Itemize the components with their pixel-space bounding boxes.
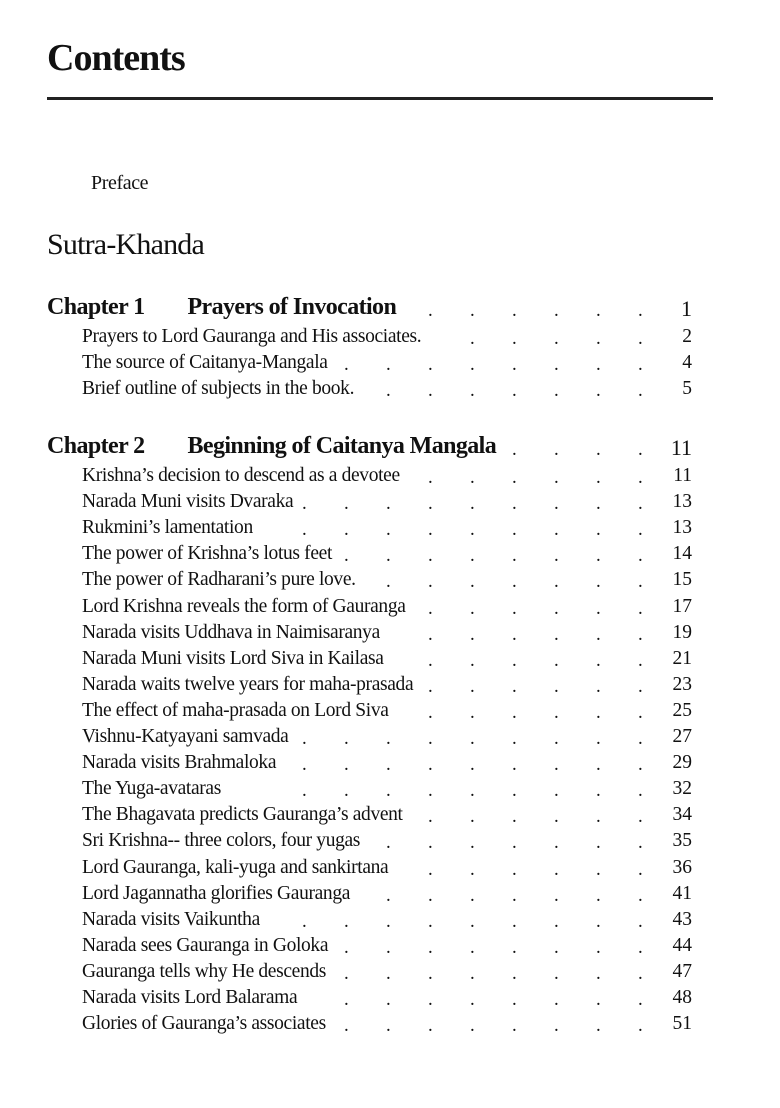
dot-leader: .: [512, 754, 517, 776]
toc-entry[interactable]: [0, 326, 780, 352]
dot-leader: .: [596, 806, 601, 828]
entry-title: Glories of Gauranga’s associates: [82, 1013, 326, 1035]
dot-leader: .: [596, 1015, 601, 1037]
dot-leader: .: [428, 754, 433, 776]
dot-leader: .: [344, 910, 349, 932]
dot-leader: .: [596, 623, 601, 645]
dot-leader: .: [428, 780, 433, 802]
dot-leader: .: [428, 519, 433, 541]
page-number: 51: [672, 1013, 692, 1035]
dot-leader: .: [554, 328, 559, 349]
dot-leader: .: [428, 467, 433, 488]
dot-leader: .: [428, 936, 433, 958]
dot-leader: .: [344, 354, 349, 376]
dot-leader: .: [638, 701, 643, 723]
dot-leader: .: [428, 354, 433, 376]
chapter-title: [47, 294, 396, 321]
dot-leader: .: [638, 354, 643, 376]
dot-leader: .: [638, 467, 643, 488]
entry-title: Narada sees Gauranga in Goloka: [82, 934, 329, 956]
dot-leader: .: [470, 354, 475, 376]
dot-leader: .: [470, 962, 475, 984]
dot-leader: .: [596, 545, 601, 567]
dot-leader: .: [638, 754, 643, 776]
dot-leader: .: [344, 780, 349, 802]
dot-leader: .: [638, 519, 643, 541]
dot-leader: .: [428, 701, 433, 723]
dot-leader: .: [386, 545, 391, 567]
dot-leader: .: [386, 519, 391, 541]
dot-leader: .: [344, 728, 349, 749]
dot-leader: .: [386, 354, 391, 376]
toc-entry[interactable]: [0, 596, 780, 622]
dot-leader: .: [554, 439, 559, 460]
entry-title: Gauranga tells why He descends: [82, 960, 327, 982]
dot-leader: .: [386, 780, 391, 802]
dot-leader: .: [638, 623, 643, 645]
dot-leader: .: [596, 962, 601, 984]
dot-leader: .: [428, 806, 433, 828]
dot-leader: .: [554, 806, 559, 828]
dot-leader: .: [512, 701, 517, 723]
dot-leader: .: [428, 623, 433, 645]
dot-leader: .: [554, 467, 559, 488]
dot-leader: .: [470, 380, 475, 402]
dot-leader: .: [470, 571, 475, 593]
dot-leader: .: [386, 989, 391, 1010]
page-number: 5: [682, 378, 692, 400]
entry-title: Narada Muni visits Lord Siva in Kailasa: [82, 647, 384, 669]
dot-leader: .: [554, 832, 559, 854]
dot-leader: .: [470, 728, 475, 749]
dot-leader: .: [470, 754, 475, 776]
page-number: 41: [672, 882, 692, 904]
dot-leader: .: [470, 806, 475, 828]
dot-leader: .: [470, 1015, 475, 1037]
toc-entry[interactable]: [0, 352, 780, 378]
dot-leader: .: [386, 884, 391, 906]
dot-leader: .: [344, 545, 349, 567]
dot-leader: .: [386, 728, 391, 749]
toc-entry[interactable]: [0, 465, 780, 491]
dot-leader: .: [596, 675, 601, 697]
dot-leader: .: [512, 910, 517, 932]
dot-leader: .: [638, 545, 643, 567]
toc-entry[interactable]: [0, 674, 780, 700]
dot-leader: .: [554, 571, 559, 593]
dot-leader: .: [554, 962, 559, 984]
dot-leader: .: [386, 936, 391, 958]
dot-leader: .: [596, 380, 601, 402]
dot-leader: .: [638, 910, 643, 932]
dot-leader: .: [344, 989, 349, 1010]
dot-leader: .: [512, 545, 517, 567]
entry-title: The power of Krishna’s lotus feet: [82, 543, 333, 565]
page-number: 35: [672, 830, 692, 852]
dot-leader: .: [638, 884, 643, 906]
page-number: 25: [672, 699, 692, 721]
toc-entry[interactable]: [0, 517, 780, 543]
dot-leader: .: [638, 989, 643, 1010]
dot-leader: .: [512, 571, 517, 593]
dot-leader: .: [554, 780, 559, 802]
dot-leader: .: [470, 467, 475, 488]
dot-leader: .: [512, 832, 517, 854]
dot-leader: .: [470, 858, 475, 880]
dot-leader: .: [344, 936, 349, 958]
toc-entry[interactable]: [0, 830, 780, 856]
entry-title: Narada visits Brahmaloka: [82, 752, 277, 774]
dot-leader: .: [554, 623, 559, 645]
dot-leader: .: [386, 1015, 391, 1037]
dot-leader: .: [470, 493, 475, 515]
dot-leader: .: [386, 571, 391, 593]
dot-leader: .: [512, 519, 517, 541]
page-title: Contents: [47, 37, 185, 79]
entry-title: Prayers to Lord Gauranga and His associates.: [82, 326, 422, 347]
dot-leader: .: [596, 597, 601, 619]
dot-leader: .: [554, 380, 559, 402]
dot-leader: .: [428, 832, 433, 854]
chapter-label: Chapter 1: [47, 294, 145, 320]
chapter-heading[interactable]: [0, 433, 780, 463]
dot-leader: .: [638, 806, 643, 828]
toc-entry[interactable]: [0, 1013, 780, 1039]
dot-leader: .: [428, 380, 433, 402]
chapter-title: [47, 433, 496, 460]
dot-leader: .: [512, 439, 517, 460]
entry-title: Narada visits Uddhava in Naimisaranya: [82, 621, 380, 643]
page-number: 43: [672, 908, 692, 930]
toc-entry[interactable]: [0, 648, 780, 674]
page-number: 1: [681, 296, 692, 321]
dot-leader: .: [554, 354, 559, 376]
dot-leader: .: [344, 493, 349, 515]
section-heading: Sutra-Khanda: [47, 228, 205, 261]
dot-leader: .: [470, 519, 475, 541]
dot-leader: .: [470, 832, 475, 854]
page-number: 21: [672, 647, 692, 669]
entry-title: Lord Jagannatha glorifies Gauranga: [82, 882, 351, 904]
toc-entry[interactable]: [0, 909, 780, 935]
chapter-name: Prayers of Invocation: [187, 294, 397, 320]
dot-leader: .: [470, 623, 475, 645]
toc-entry[interactable]: [0, 804, 780, 830]
dot-leader: .: [428, 728, 433, 749]
dot-leader: .: [554, 545, 559, 567]
dot-leader: .: [554, 884, 559, 906]
dot-leader: .: [554, 910, 559, 932]
dot-leader: .: [596, 354, 601, 376]
page-number: 11: [670, 435, 692, 460]
dot-leader: .: [554, 936, 559, 958]
dot-leader: .: [386, 832, 391, 854]
dot-leader: .: [638, 571, 643, 593]
dot-leader: .: [512, 649, 517, 671]
dot-leader: .: [302, 780, 307, 802]
page-number: 2: [682, 326, 692, 347]
dot-leader: .: [554, 1015, 559, 1037]
dot-leader: .: [554, 754, 559, 776]
dot-leader: .: [470, 780, 475, 802]
dot-leader: .: [554, 649, 559, 671]
dot-leader: .: [512, 328, 517, 349]
dot-leader: .: [596, 884, 601, 906]
dot-leader: .: [470, 649, 475, 671]
dot-leader: .: [470, 597, 475, 619]
dot-leader: .: [386, 910, 391, 932]
dot-leader: .: [470, 701, 475, 723]
entry-title: Vishnu-Katyayani samvada: [82, 726, 289, 747]
toc-entry[interactable]: [0, 987, 780, 1013]
dot-leader: .: [512, 884, 517, 906]
toc-entry[interactable]: [0, 569, 780, 595]
dot-leader: .: [554, 493, 559, 515]
toc-entry[interactable]: [0, 622, 780, 648]
dot-leader: .: [512, 380, 517, 402]
toc-entry[interactable]: [0, 935, 780, 961]
page-number: 13: [672, 517, 692, 539]
toc-entry[interactable]: [0, 378, 780, 404]
dot-leader: .: [428, 989, 433, 1010]
chapter-name: Beginning of Caitanya Mangala: [187, 433, 497, 459]
dot-leader: .: [470, 936, 475, 958]
dot-leader: .: [428, 571, 433, 593]
dot-leader: .: [302, 728, 307, 749]
dot-leader: .: [554, 519, 559, 541]
dot-leader: .: [638, 728, 643, 749]
dot-leader: .: [638, 493, 643, 515]
dot-leader: .: [638, 858, 643, 880]
dot-leader: .: [596, 754, 601, 776]
dot-leader: .: [344, 962, 349, 984]
dot-leader: .: [386, 754, 391, 776]
dot-leader: .: [386, 493, 391, 515]
entry-title: The Yuga-avataras: [82, 778, 221, 800]
chapter-heading[interactable]: [0, 294, 780, 324]
toc-preface[interactable]: Preface: [91, 172, 149, 194]
entry-title: The Bhagavata predicts Gauranga’s advent: [82, 804, 403, 826]
page-number: 36: [672, 856, 692, 878]
dot-leader: .: [344, 1015, 349, 1037]
dot-leader: .: [638, 597, 643, 619]
dot-leader: .: [638, 832, 643, 854]
page-number: 14: [672, 543, 692, 565]
dot-leader: .: [596, 701, 601, 723]
dot-leader: .: [596, 989, 601, 1010]
dot-leader: .: [554, 675, 559, 697]
dot-leader: .: [638, 962, 643, 984]
dot-leader: .: [386, 380, 391, 402]
dot-leader: .: [302, 754, 307, 776]
dot-leader: .: [428, 493, 433, 515]
dot-leader: .: [512, 493, 517, 515]
dot-leader: .: [428, 884, 433, 906]
dot-leader: .: [638, 780, 643, 802]
toc-entry[interactable]: [0, 543, 780, 569]
dot-leader: .: [428, 675, 433, 697]
page-number: 19: [672, 621, 692, 643]
entry-title: Brief outline of subjects in the book.: [82, 378, 355, 400]
page-number: 29: [672, 752, 692, 774]
dot-leader: .: [470, 989, 475, 1010]
dot-leader: .: [554, 701, 559, 723]
toc-entry[interactable]: [0, 752, 780, 778]
dot-leader: .: [554, 300, 559, 321]
dot-leader: .: [638, 300, 643, 321]
dot-leader: .: [596, 493, 601, 515]
page-number: 47: [672, 960, 692, 982]
page-number: 34: [672, 804, 692, 826]
page-number: 4: [682, 352, 692, 374]
page-number: 15: [672, 569, 692, 591]
dot-leader: .: [638, 936, 643, 958]
entry-title: Lord Krishna reveals the form of Gauranga: [82, 595, 406, 617]
toc-entry[interactable]: [0, 961, 780, 987]
entry-title: Narada visits Vaikuntha: [82, 908, 260, 930]
dot-leader: .: [596, 910, 601, 932]
dot-leader: .: [554, 858, 559, 880]
toc-entry[interactable]: [0, 700, 780, 726]
dot-leader: .: [512, 300, 517, 321]
dot-leader: .: [512, 936, 517, 958]
toc-entry[interactable]: [0, 778, 780, 804]
dot-leader: .: [512, 806, 517, 828]
chapter-label: Chapter 2: [47, 433, 145, 459]
dot-leader: .: [512, 1015, 517, 1037]
entry-title: Narada waits twelve years for maha-prasada: [82, 673, 414, 695]
dot-leader: .: [512, 623, 517, 645]
entry-title: Krishna’s decision to descend as a devotee: [82, 465, 400, 486]
dot-leader: .: [470, 300, 475, 321]
dot-leader: .: [512, 728, 517, 749]
dot-leader: .: [344, 754, 349, 776]
dot-leader: .: [596, 728, 601, 749]
dot-leader: .: [302, 910, 307, 932]
dot-leader: .: [344, 519, 349, 541]
dot-leader: .: [596, 467, 601, 488]
dot-leader: .: [596, 439, 601, 460]
toc-entry[interactable]: [0, 857, 780, 883]
dot-leader: .: [638, 328, 643, 349]
dot-leader: .: [596, 649, 601, 671]
entry-title: Narada Muni visits Dvaraka: [82, 491, 294, 513]
dot-leader: .: [512, 858, 517, 880]
dot-leader: .: [512, 467, 517, 488]
dot-leader: .: [596, 780, 601, 802]
dot-leader: .: [428, 910, 433, 932]
page-number: 32: [672, 778, 692, 800]
dot-leader: .: [428, 858, 433, 880]
entry-title: Sri Krishna-- three colors, four yugas: [82, 830, 361, 852]
dot-leader: .: [386, 962, 391, 984]
dot-leader: .: [428, 545, 433, 567]
dot-leader: .: [428, 1015, 433, 1037]
title-rule: [47, 97, 713, 100]
dot-leader: .: [596, 328, 601, 349]
dot-leader: .: [428, 597, 433, 619]
dot-leader: .: [302, 493, 307, 515]
page-number: 23: [672, 673, 692, 695]
page-number: 11: [673, 465, 692, 486]
dot-leader: .: [470, 910, 475, 932]
dot-leader: .: [428, 962, 433, 984]
dot-leader: .: [638, 649, 643, 671]
entry-title: Rukmini’s lamentation: [82, 517, 253, 539]
dot-leader: .: [428, 300, 433, 321]
dot-leader: .: [638, 1015, 643, 1037]
dot-leader: .: [596, 519, 601, 541]
dot-leader: .: [596, 300, 601, 321]
dot-leader: .: [512, 962, 517, 984]
dot-leader: .: [596, 936, 601, 958]
entry-title: Narada visits Lord Balarama: [82, 987, 298, 1008]
page-number: 13: [672, 491, 692, 513]
dot-leader: .: [596, 858, 601, 880]
toc-entry[interactable]: [0, 491, 780, 517]
dot-leader: .: [470, 545, 475, 567]
toc-entry[interactable]: [0, 726, 780, 752]
dot-leader: .: [512, 675, 517, 697]
page-number: 48: [672, 987, 692, 1008]
dot-leader: .: [512, 354, 517, 376]
dot-leader: .: [470, 328, 475, 349]
dot-leader: .: [638, 380, 643, 402]
dot-leader: .: [638, 675, 643, 697]
dot-leader: .: [554, 597, 559, 619]
dot-leader: .: [554, 989, 559, 1010]
entry-title: The power of Radharani’s pure love.: [82, 569, 356, 591]
dot-leader: .: [554, 728, 559, 749]
dot-leader: .: [512, 597, 517, 619]
dot-leader: .: [470, 675, 475, 697]
toc-entry[interactable]: [0, 883, 780, 909]
dot-leader: .: [470, 884, 475, 906]
page-number: 17: [672, 595, 692, 617]
dot-leader: .: [428, 649, 433, 671]
page-number: 27: [672, 726, 692, 747]
entry-title: The effect of maha-prasada on Lord Siva: [82, 699, 389, 721]
entry-title: The source of Caitanya-Mangala: [82, 352, 328, 374]
entry-title: Lord Gauranga, kali-yuga and sankirtana: [82, 856, 389, 878]
dot-leader: .: [596, 571, 601, 593]
dot-leader: .: [638, 439, 643, 460]
dot-leader: .: [596, 832, 601, 854]
dot-leader: .: [302, 519, 307, 541]
page-number: 44: [672, 934, 692, 956]
dot-leader: .: [512, 780, 517, 802]
dot-leader: .: [512, 989, 517, 1010]
